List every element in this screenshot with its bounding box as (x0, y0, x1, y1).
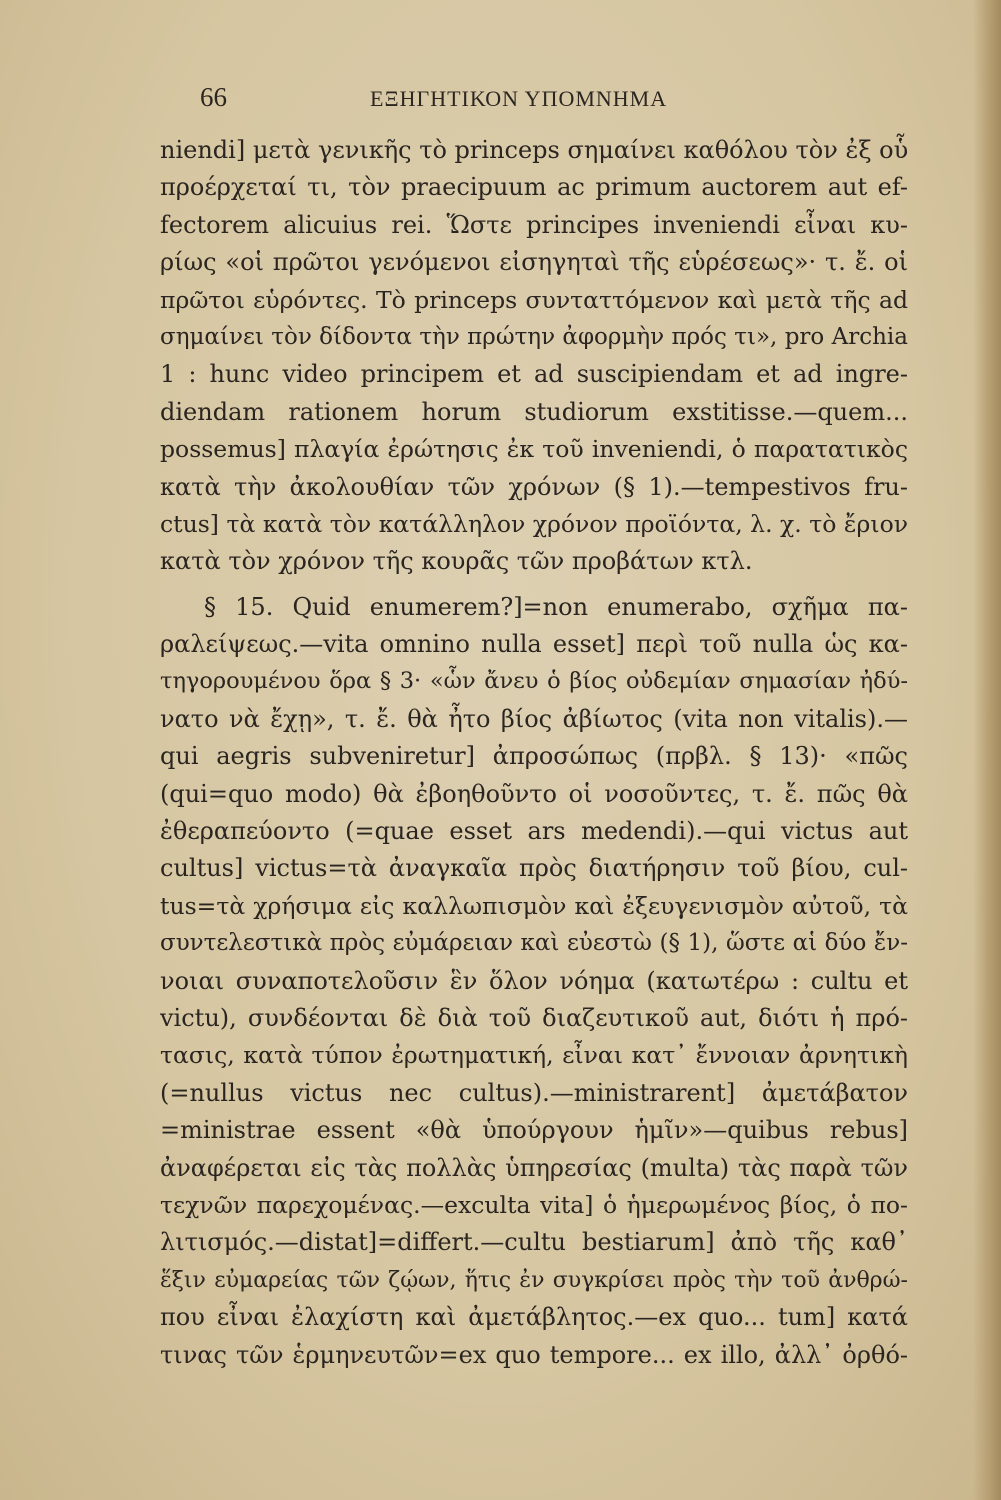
text-line: τεχνῶν παρεχομένας.—exculta vita] ὁ ἡμερωμένος βίος, ὁ πο- (160, 1190, 908, 1219)
text-line: ctus] τὰ κατὰ τὸν κατάλληλον χρόνον προϊόντα, λ. χ. τὸ ἔριον (160, 509, 908, 538)
text-line: που εἶναι ἐλαχίστη καὶ ἀμετάβλητος.—ex quo... tum] κατά (160, 1303, 908, 1332)
commentary-body (160, 132, 908, 1374)
text-line: τασις, κατὰ τύπον ἐρωτηματική, εἶναι κατ᾽ ἔννοιαν ἀρνητικὴ (160, 1041, 908, 1070)
text-line: σημαίνει τὸν δίδοντα τὴν πρώτην ἀφορμὴν πρός τι», pro Archia (160, 323, 908, 350)
text-line: (=nullus victus nec cultus).—ministrarent] ἀμετάβατον (160, 1078, 908, 1107)
text-line: (qui=quo modo) θὰ ἐβοηθοῦντο οἱ νοσοῦντες, τ. ἔ. πῶς θὰ (160, 779, 908, 808)
text-line: victu), συνδέονται δὲ διὰ τοῦ διαζευτικοῦ aut, διότι ἡ πρό- (160, 1003, 908, 1032)
text-line: =ministrae essent «θὰ ὑπούργουν ἡμῖν»—quibus rebus] (160, 1116, 908, 1145)
text-line: cultus] victus=τὰ ἀναγκαῖα πρὸς διατήρησιν τοῦ βίου, cul- (160, 854, 908, 883)
text-line: niendi] μετὰ γενικῆς τὸ princeps σημαίνει καθόλου τὸν ἐξ οὗ (160, 136, 908, 164)
text-line: συντελεστικὰ πρὸς εὐμάρειαν καὶ εὐεστὼ (§ 1), ὥστε αἱ δύο ἔν- (160, 930, 908, 957)
running-title: ΕΞΗΓΗΤΙΚΟΝ ΥΠΟΜΝΗΜΑ (370, 86, 668, 111)
text-line: tus=τὰ χρήσιμα εἰς καλλωπισμὸν καὶ ἐξευγενισμὸν αὐτοῦ, τὰ (160, 891, 908, 920)
page-number: 66 (200, 82, 227, 112)
text-line: diendam rationem horum studiorum exstitisse.—quem... (160, 397, 908, 426)
text-line: λιτισμός.—distat]=differt.—cultu bestiarum] ἀπὸ τῆς καθ᾽ (160, 1228, 908, 1257)
text-line: κατὰ τὴν ἀκολουθίαν τῶν χρόνων (§ 1).—tempestivos fru- (160, 472, 908, 501)
text-line: τηγορουμένου ὅρα § 3· «ὧν ἄνευ ὁ βίος οὐδεμίαν σημασίαν ἠδύ- (160, 668, 908, 695)
text-line: ἀναφέρεται εἰς τὰς πολλὰς ὑπηρεσίας (multa) τὰς παρὰ τῶν (160, 1153, 908, 1182)
text-line: qui aegris subveniretur] ἀπροσώπως (πρβλ. § 13)· «πῶς (160, 742, 908, 771)
text-line: possemus] πλαγία ἐρώτησις ἐκ τοῦ inveniendi, ὁ παρατατικὸς (160, 435, 908, 464)
text-line: fectorem alicuius rei. Ὥστε principes inveniendi εἶναι κυ- (160, 210, 908, 239)
text-line: ραλείψεως.—vita omnino nulla esset] περὶ τοῦ nulla ὡς κα- (160, 630, 908, 659)
text-line: νοιαι συναποτελοῦσιν ἓν ὅλον νόημα (κατωτέρω : cultu et (160, 966, 908, 995)
text-line: πρῶτοι εὑρόντες. Τὸ princeps συνταττόμενον καὶ μετὰ τῆς ad (160, 285, 908, 314)
section-heading-line: § 15. Quid enumerem?]=non enumerabo, σχῆμα πα- (204, 592, 908, 621)
text-line: κατὰ τὸν χρόνον τῆς κουρᾶς τῶν προβάτων κτλ. (160, 547, 753, 576)
text-line: προέρχεταί τι, τὸν praecipuum ac primum auctorem aut ef- (160, 173, 908, 202)
text-line: ἕξιν εὐμαρείας τῶν ζῴων, ἥτις ἐν συγκρίσει πρὸς τὴν τοῦ ἀνθρώ- (160, 1267, 908, 1293)
text-line: ἐθεραπεύοντο (=quae esset ars medendi).—qui victus aut (160, 817, 908, 846)
text-line: τινας τῶν ἑρμηνευτῶν=ex quo tempore... ex illo, ἀλλ᾽ ὀρθό- (160, 1340, 908, 1369)
text-line: 1 : hunc video principem et ad suscipiendam et ad ingre- (160, 360, 908, 389)
page-header (160, 82, 910, 122)
paragraph-gap (160, 581, 908, 589)
text-line: νατο νὰ ἔχῃ», τ. ἔ. θὰ ἦτο βίος ἀβίωτος (vita non vitalis).— (160, 704, 908, 733)
text-line: ρίως «οἱ πρῶτοι γενόμενοι εἰσηγηταὶ τῆς εὑρέσεως»· τ. ἔ. οἱ (160, 248, 908, 277)
page-edge-shadow (973, 0, 1001, 1500)
